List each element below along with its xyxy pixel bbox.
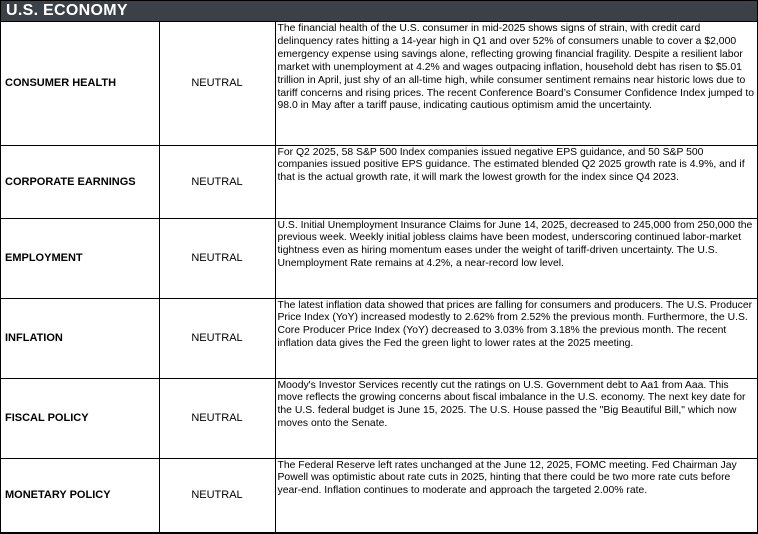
row-topic-inflation: INFLATION <box>1 298 159 378</box>
economy-table <box>1 22 757 533</box>
row-description: Moody's Investor Services recently cut the ratings on U.S. Government debt to Aa1 from Aaa. This move reflects the growing concerns about fiscal imbalance in the U.S. economy. The next key date for the U.S. federal budget is June 15, 2025. The U.S. House passed the "Big Beautiful Bill," which now moves onto the Senate. <box>275 378 757 458</box>
row-stance: NEUTRAL <box>159 218 275 298</box>
row-stance: NEUTRAL <box>159 378 275 458</box>
row-topic-fiscal-policy: FISCAL POLICY <box>1 378 159 458</box>
row-topic-corporate-earnings: CORPORATE EARNINGS <box>1 145 159 218</box>
table-row <box>1 22 757 145</box>
row-stance: NEUTRAL <box>159 145 275 218</box>
row-topic-employment: EMPLOYMENT <box>1 218 159 298</box>
row-description: For Q2 2025, 58 S&P 500 Index companies issued negative EPS guidance, and 50 S&P 500 companies issued positive EPS guidance. The estimated blended Q2 2025 growth rate is 4.9%, and if that is the actual growth rate, it will mark the lowest growth for the index since Q4 2023. <box>275 145 757 218</box>
row-description: The latest inflation data showed that prices are falling for consumers and producers. The U.S. Producer Price Index (YoY) increased modestly to 2.62% from 2.52% the previous month. Furthermore, the U.S. Core Producer Price Index (YoY) decreased to 3.03% from 3.18% the previous month. The recent inflation data gives the Fed the green light to lower rates at the 2025 meeting. <box>275 298 757 378</box>
row-topic-monetary-policy: MONETARY POLICY <box>1 458 159 532</box>
row-topic-consumer-health: CONSUMER HEALTH <box>1 22 159 145</box>
row-stance: NEUTRAL <box>159 458 275 532</box>
table-row <box>1 145 757 218</box>
row-description: The Federal Reserve left rates unchanged at the June 12, 2025, FOMC meeting. Fed Chairman Jay Powell was optimistic about rate cuts in 2025, hinting that there could be two more rate cuts before year-end. Inflation continues to moderate and approach the targeted 2.00% rate. <box>275 458 757 532</box>
table-row <box>1 218 757 298</box>
row-stance: NEUTRAL <box>159 298 275 378</box>
section-title: U.S. ECONOMY <box>1 1 757 22</box>
row-description: The financial health of the U.S. consumer in mid-2025 shows signs of strain, with credit card delinquency rates hitting a 14-year high in Q1 and over 52% of consumers unable to cover a $2,000 emergency expense using savings alone, reflecting growing financial fragility. Despite a resilient labor market with unemployment at 4.2% and wages outpacing inflation, household debt has risen to $5.01 trillion in April, just shy of an all-time high, while consumer sentiment remains near historic lows due to tariff concerns and rising prices. The recent Conference Board’s Consumer Confidence Index jumped to 98.0 in May after a tariff pause, indicating cautious optimism amid the uncertainty. <box>275 22 757 145</box>
row-stance: NEUTRAL <box>159 22 275 145</box>
table-row <box>1 458 757 532</box>
row-description: U.S. Initial Unemployment Insurance Claims for June 14, 2025, decreased to 245,000 from 250,000 the previous week. Weekly initial jobless claims have been modest, underscoring continued labor-market tightness even as hiring momentum eases under the weight of tariff-driven uncertainty. The U.S. Unemployment Rate remains at 4.2%, a near-record low level. <box>275 218 757 298</box>
table-row <box>1 298 757 378</box>
table-row <box>1 378 757 458</box>
